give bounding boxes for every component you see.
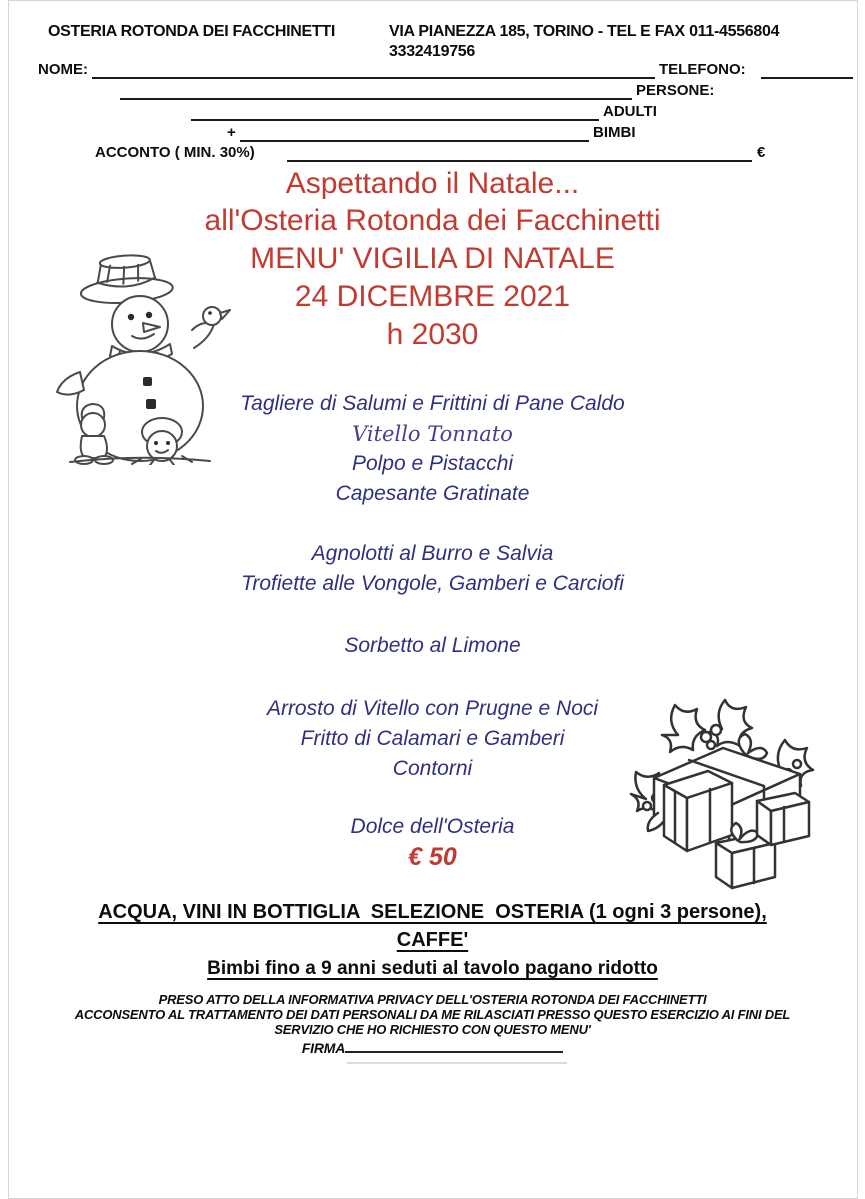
firma-row: [0, 1038, 865, 1058]
menu-item-secondo-2: Fritto di Calamari e Gamberi: [300, 727, 565, 750]
acconto-fill-line: [287, 158, 752, 162]
menu-item-antipasto-2: Vitello Tonnato: [352, 422, 513, 446]
title-line-4: 24 DICEMBRE 2021: [294, 280, 571, 313]
telefono-fill-line: [761, 75, 853, 79]
included-beverages-line: ACQUA, VINI IN BOTTIGLIA SELEZIONE OSTERIA (1 ogni 3 persone),: [98, 901, 767, 923]
bimbi-fill-line: [240, 138, 589, 142]
bimbi-label: BIMBI: [593, 124, 636, 141]
nome-label: NOME:: [38, 61, 88, 78]
menu-price: € 50: [408, 843, 457, 871]
persone-fill-line: [120, 96, 632, 100]
restaurant-phone: 3332419756: [389, 43, 475, 60]
menu-item-antipasto-4: Capesante Gratinate: [335, 482, 530, 505]
menu-item-dolce: Dolce dell'Osteria: [350, 815, 515, 838]
firma-label: FIRMA: [301, 1040, 346, 1056]
christmas-gifts-clipart-image: [618, 693, 823, 893]
acconto-label: ACCONTO ( MIN. 30%): [95, 144, 255, 161]
included-coffee-line: CAFFE': [396, 929, 469, 951]
persone-label: PERSONE:: [636, 82, 715, 99]
menu-item-secondo-1: Arrosto di Vitello con Prugne e Noci: [266, 697, 599, 720]
menu-item-primo-2: Trofiette alle Vongole, Gamberi e Carciofi: [241, 572, 624, 595]
title-line-3: MENU' VIGILIA DI NATALE: [250, 242, 615, 275]
adulti-label: ADULTI: [603, 103, 657, 120]
menu-item-antipasto-1: Tagliere di Salumi e Frittini di Pane Caldo: [240, 392, 625, 415]
restaurant-name: OSTERIA ROTONDA DEI FACCHINETTI: [48, 23, 336, 40]
acconto-euro-sign: €: [757, 144, 766, 161]
menu-item-sorbetto: Sorbetto al Limone: [344, 634, 521, 657]
plus-sign: +: [227, 124, 236, 141]
menu-item-primo-1: Agnolotti al Burro e Salvia: [311, 542, 554, 565]
restaurant-address: VIA PIANEZZA 185, TORINO - TEL E FAX 011-4556804: [389, 23, 780, 40]
kids-discount-note: Bimbi fino a 9 anni seduti al tavolo pagano ridotto: [207, 958, 658, 979]
nome-fill-line: [92, 75, 655, 79]
adulti-fill-line: [191, 117, 599, 121]
scan-echo-line: [347, 1062, 567, 1064]
title-line-2: all'Osteria Rotonda dei Facchinetti: [204, 204, 661, 237]
privacy-line-3: SERVIZIO CHE HO RICHIESTO CON QUESTO MENU': [274, 1022, 591, 1037]
title-line-5: h 2030: [386, 318, 479, 351]
privacy-line-2: ACCONSENTO AL TRATTAMENTO DEI DATI PERSONALI DA ME RILASCIATI PRESSO QUESTO ESERCIZIO AI FINI DEL: [74, 1007, 791, 1022]
telefono-label: TELEFONO:: [659, 61, 746, 78]
privacy-line-1: PRESO ATTO DELLA INFORMATIVA PRIVACY DELL'OSTERIA ROTONDA DEI FACCHINETTI: [158, 992, 707, 1007]
firma-fill-line: [345, 1038, 563, 1053]
menu-item-antipasto-3: Polpo e Pistacchi: [351, 452, 514, 475]
title-line-1: Aspettando il Natale...: [285, 167, 580, 200]
menu-item-contorni: Contorni: [392, 757, 473, 780]
